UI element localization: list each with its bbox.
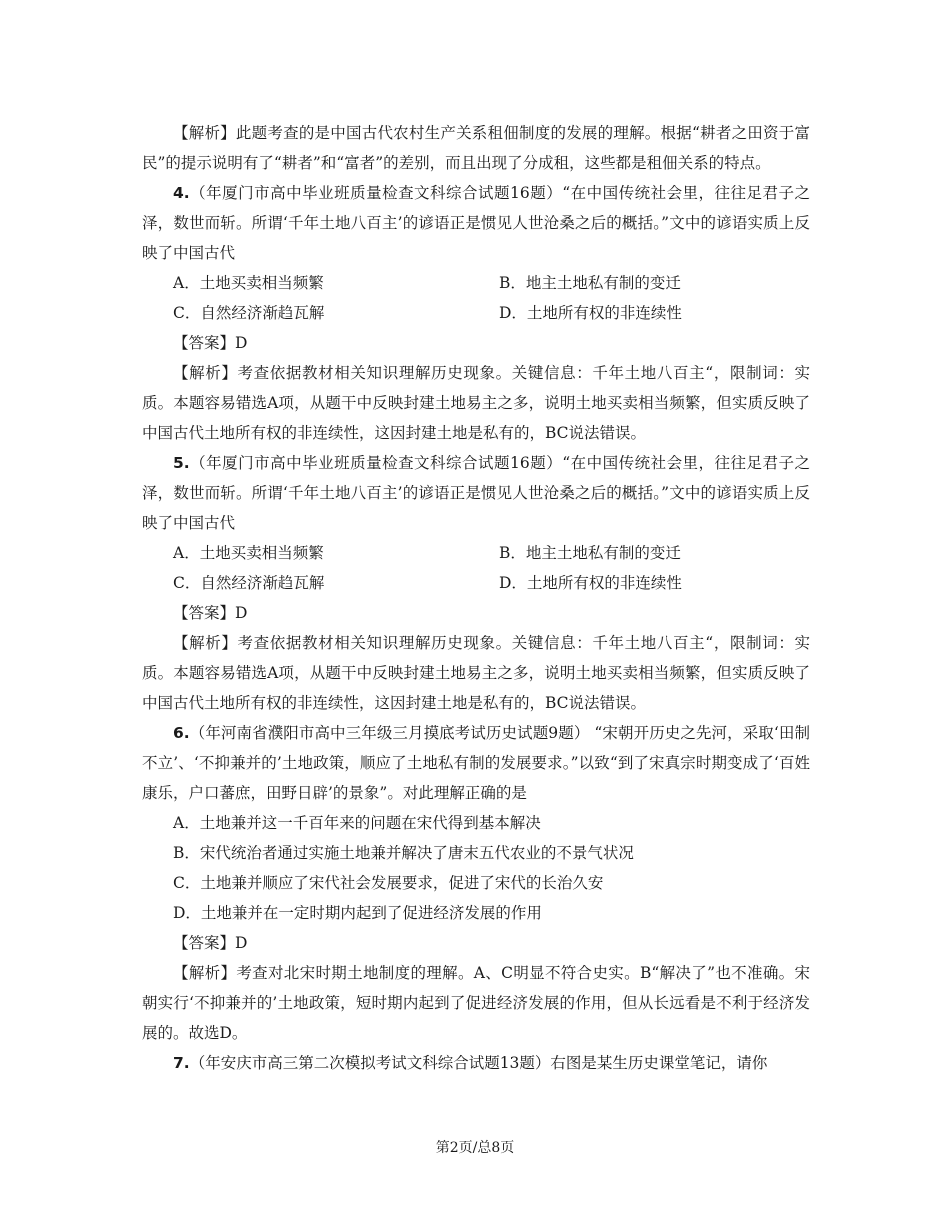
question-text: （年厦门市高中毕业班质量检查文科综合试题16题）“在中国传统社会里，往往足君子之泽，数世而斩。所谓‘千年土地八百主’的谚语正是惯见人世沧桑之后的概括。”文中的谚语实质上反映了中国古代 [142, 184, 811, 262]
question-stem [142, 448, 810, 538]
option-item: B．地主土地私有制的变迁 [499, 274, 681, 292]
question-stem [142, 178, 810, 268]
option-item: D．土地所有权的非连续性 [499, 574, 682, 592]
option-item: D．土地所有权的非连续性 [499, 304, 682, 322]
analysis-paragraph: 【解析】此题考查的是中国古代农村生产关系租佃制度的发展的理解。根据“耕者之田资于富民”的提示说明有了“耕者”和“富者”的差别，而且出现了分成租，这些都是租佃关系的特点。 [142, 124, 810, 172]
answer-line: 【答案】D [173, 604, 248, 622]
question-text: （年河南省濮阳市高中三年级三月摸底考试历史试题9题） “宋朝开历史之先河，采取‘田制不立’、‘不抑兼并的’土地政策，顺应了土地私有制的发展要求。”以致“到了宋真宗时期变成了‘百姓康乐，户口蕃庶，田野日辟’的景象”。对此理解正确的是 [142, 724, 810, 802]
page-content [142, 118, 810, 1078]
option-item: D．土地兼并在一定时期内起到了促进经济发展的作用 [173, 904, 542, 922]
option-item: A．土地兼并这一千百年来的问题在宋代得到基本解决 [173, 814, 541, 832]
question-stem [142, 1048, 810, 1078]
option-row [142, 298, 810, 328]
question-number: 4. [173, 184, 190, 202]
option-row [142, 268, 810, 298]
option-item: C．土地兼并顺应了宋代社会发展要求，促进了宋代的长治久安 [173, 874, 604, 892]
question-number: 5. [173, 454, 190, 472]
question-text: （年厦门市高中毕业班质量检查文科综合试题16题）“在中国传统社会里，往往足君子之泽，数世而斩。所谓‘千年土地八百主’的谚语正是惯见人世沧桑之后的概括。”文中的谚语实质上反映了中国古代 [142, 454, 811, 532]
question-stem [142, 718, 810, 808]
question-number: 6. [173, 724, 190, 742]
answer-line: 【答案】D [173, 934, 248, 952]
option-item: B．宋代统治者通过实施土地兼并解决了唐末五代农业的不景气状况 [173, 844, 634, 862]
option-item: B．地主土地私有制的变迁 [499, 544, 681, 562]
question-text: （年安庆市高三第二次模拟考试文科综合试题13题）右图是某生历史课堂笔记，请你 [189, 1054, 768, 1072]
analysis-paragraph: 【解析】考查依据教材相关知识理解历史现象。关键信息：千年土地八百主“，限制词：实质。本题容易错选A项，从题干中反映封建土地易主之多，说明土地买卖相当频繁，但实质反映了中国古代土地所有权的非连续性，这因封建土地是私有的，BC说法错误。 [142, 634, 810, 712]
option-row [142, 568, 810, 598]
answer-line: 【答案】D [173, 334, 248, 352]
option-item: C．自然经济渐趋瓦解 [173, 304, 325, 322]
page-footer: 第2页/总8页 [435, 1140, 515, 1156]
analysis-paragraph: 【解析】考查依据教材相关知识理解历史现象。关键信息：千年土地八百主“，限制词：实质。本题容易错选A项，从题干中反映封建土地易主之多，说明土地买卖相当频繁，但实质反映了中国古代土地所有权的非连续性，这因封建土地是私有的，BC说法错误。 [142, 364, 810, 442]
option-row [142, 538, 810, 568]
question-number: 7. [173, 1054, 190, 1072]
option-item: A．土地买卖相当频繁 [173, 274, 324, 292]
option-item: A．土地买卖相当频繁 [173, 544, 324, 562]
option-item: C．自然经济渐趋瓦解 [173, 574, 325, 592]
analysis-paragraph: 【解析】考查对北宋时期土地制度的理解。A、C明显不符合史实。B“解决了”也不准确。宋朝实行‘不抑兼并的’土地政策，短时期内起到了促进经济发展的作用，但从长远看是不利于经济发展的。故选D。 [142, 964, 810, 1042]
